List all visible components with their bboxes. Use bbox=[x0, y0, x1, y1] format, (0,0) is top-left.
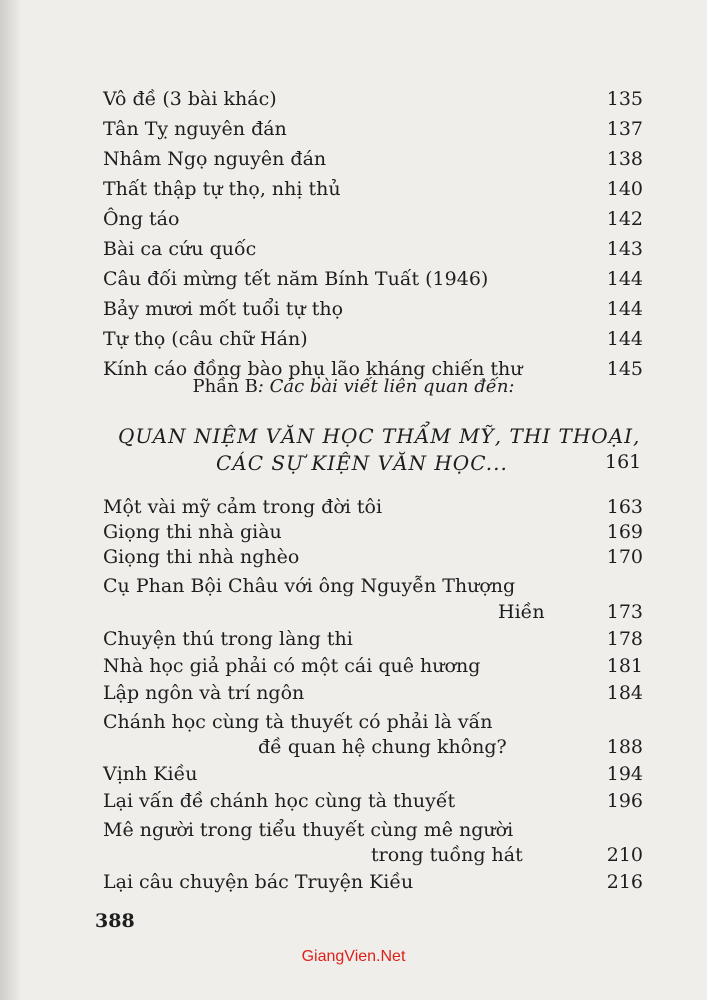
toc-entry-title: Thất thập tự thọ, nhị thủ bbox=[103, 178, 341, 200]
toc-entry bbox=[103, 145, 643, 173]
toc-entry-continuation bbox=[103, 598, 643, 626]
toc-entry-title: Chuyện thú trong làng thi bbox=[103, 628, 353, 650]
toc-entry-title: Bảy mươi mốt tuổi tự thọ bbox=[103, 298, 344, 320]
toc-entry-title: Vịnh Kiều bbox=[103, 763, 198, 785]
toc-entry-title: Kính cáo đồng bào phụ lão kháng chiến thư bbox=[103, 358, 523, 380]
toc-entry bbox=[103, 115, 643, 143]
toc-entry-title: Nhà học giả phải có một cái quê hương bbox=[103, 655, 481, 677]
toc-entry-page: 181 bbox=[606, 655, 643, 677]
toc-entry-title-cont: đề quan hệ chung không? bbox=[258, 736, 507, 758]
toc-entry-page: 135 bbox=[606, 88, 643, 110]
toc-entry-page: 144 bbox=[606, 298, 643, 320]
toc-entry bbox=[103, 868, 643, 896]
toc-entry-title: Bài ca cứu quốc bbox=[103, 238, 257, 260]
toc-entry bbox=[103, 85, 643, 113]
page-edge-shadow bbox=[0, 0, 22, 1000]
toc-entry-title: Giọng thi nhà giàu bbox=[103, 521, 282, 543]
toc-entry-page: 145 bbox=[606, 358, 643, 380]
section-heading-line1: QUAN NIỆM VĂN HỌC THẨM MỸ, THI THOẠI, bbox=[118, 424, 641, 448]
toc-entry-title: Cụ Phan Bội Châu với ông Nguyễn Thượng bbox=[103, 575, 516, 597]
toc-entry-page: 178 bbox=[606, 628, 643, 650]
toc-entry-title: Lập ngôn và trí ngôn bbox=[103, 682, 305, 704]
toc-entry-page: 142 bbox=[606, 208, 643, 230]
toc-entry-title: Vô đề (3 bài khác) bbox=[103, 88, 277, 110]
toc-entry-page: 163 bbox=[606, 496, 643, 518]
toc-entry-title: Ông táo bbox=[103, 208, 180, 230]
toc-entry-page: 210 bbox=[606, 844, 643, 866]
toc-entry-page: 144 bbox=[606, 268, 643, 290]
toc-entry-title: Một vài mỹ cảm trong đời tôi bbox=[103, 496, 383, 518]
toc-entry bbox=[103, 518, 643, 546]
toc-entry-title: Giọng thi nhà nghèo bbox=[103, 546, 300, 568]
toc-entry bbox=[103, 205, 643, 233]
toc-entry-page: 140 bbox=[606, 178, 643, 200]
toc-entry-page: 216 bbox=[606, 871, 643, 893]
toc-entry-page: 194 bbox=[606, 763, 643, 785]
toc-entry bbox=[103, 708, 643, 736]
toc-entry bbox=[103, 175, 643, 203]
toc-entry-page: 138 bbox=[606, 148, 643, 170]
toc-entry-title: Lại vấn đề chánh học cùng tà thuyết bbox=[103, 790, 456, 812]
watermark[interactable]: GiangVien.Net bbox=[301, 948, 406, 965]
toc-entry-page: 169 bbox=[606, 521, 643, 543]
toc-entry-title: Lại câu chuyện bác Truyện Kiều bbox=[103, 871, 414, 893]
toc-entry bbox=[103, 493, 643, 521]
toc-entry-page: 188 bbox=[606, 736, 643, 758]
toc-entry bbox=[103, 787, 643, 815]
toc-entry-page: 143 bbox=[606, 238, 643, 260]
toc-entry bbox=[103, 295, 643, 323]
toc-entry bbox=[103, 652, 643, 680]
section-heading-page: 161 bbox=[605, 451, 642, 473]
section-label-part: Phần B bbox=[192, 376, 258, 397]
toc-entry-title-cont: Hiền bbox=[498, 601, 545, 623]
section-label-text: : Các bài viết liên quan đến: bbox=[257, 376, 515, 397]
toc-entry-page: 173 bbox=[606, 601, 643, 623]
toc-entry bbox=[103, 325, 643, 353]
toc-entry bbox=[103, 679, 643, 707]
toc-entry-title-cont: trong tuồng hát bbox=[371, 844, 523, 866]
toc-entry-page: 196 bbox=[606, 790, 643, 812]
toc-entry-title: Tự thọ (câu chữ Hán) bbox=[103, 328, 308, 350]
toc-entry-title: Tân Tỵ nguyên đán bbox=[103, 118, 287, 140]
toc-entry bbox=[103, 760, 643, 788]
toc-entry-page: 170 bbox=[606, 546, 643, 568]
toc-entry-page: 144 bbox=[606, 328, 643, 350]
toc-entry-title: Chánh học cùng tà thuyết có phải là vấn bbox=[103, 711, 493, 733]
toc-entry-continuation bbox=[103, 841, 643, 869]
section-heading-line2: CÁC SỰ KIỆN VĂN HỌC... bbox=[216, 451, 508, 475]
toc-entry-title: Câu đối mừng tết năm Bính Tuất (1946) bbox=[103, 268, 489, 290]
toc-entry bbox=[103, 543, 643, 571]
toc-entry bbox=[103, 625, 643, 653]
toc-entry-continuation bbox=[103, 733, 643, 761]
section-label bbox=[0, 376, 707, 397]
toc-entry bbox=[103, 235, 643, 263]
toc-entry-title: Nhâm Ngọ nguyên đán bbox=[103, 148, 327, 170]
toc-entry bbox=[103, 816, 643, 844]
toc-entry-page: 137 bbox=[606, 118, 643, 140]
toc-entry-title: Mê người trong tiểu thuyết cùng mê người bbox=[103, 819, 514, 841]
toc-entry bbox=[103, 572, 643, 600]
page-number: 388 bbox=[95, 910, 135, 932]
toc-entry bbox=[103, 265, 643, 293]
toc-entry-page: 184 bbox=[606, 682, 643, 704]
